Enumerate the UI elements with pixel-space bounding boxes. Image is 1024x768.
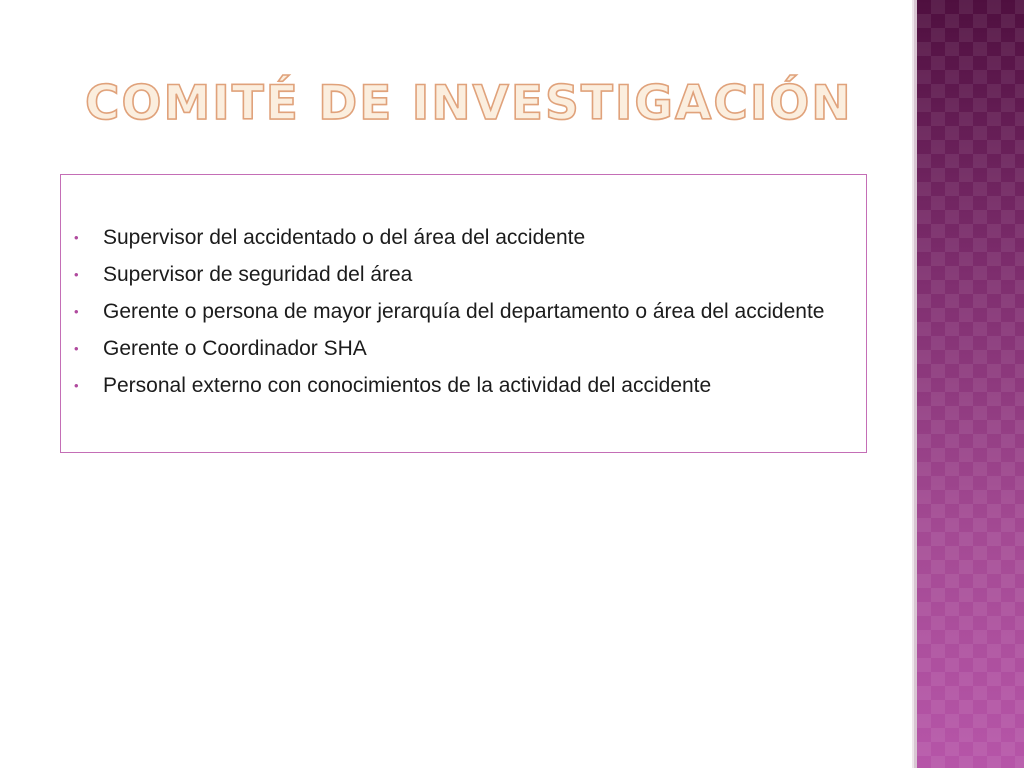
bullet-icon: • [74, 304, 79, 319]
list-item [74, 373, 846, 399]
list-item-text: Gerente o Coordinador SHA [103, 337, 367, 360]
bullet-icon: • [74, 230, 79, 245]
bullet-icon: • [74, 267, 79, 282]
slide-title: COMITÉ DE INVESTIGACIÓN [85, 76, 853, 131]
list-item [74, 336, 846, 362]
bullet-list [61, 175, 866, 399]
bullet-icon: • [74, 378, 79, 393]
list-item [74, 262, 846, 288]
list-item [74, 225, 846, 251]
list-item-text: Gerente o persona de mayor jerarquía del departamento o área del accidente [103, 300, 825, 323]
list-item-text: Supervisor del accidentado o del área del accidente [103, 226, 586, 249]
list-item-text: Supervisor de seguridad del área [103, 263, 413, 286]
bullet-icon: • [74, 341, 79, 356]
list-item [74, 299, 846, 325]
decorative-side-band [914, 0, 1024, 768]
list-item-text: Personal externo con conocimientos de la actividad del accidente [103, 374, 712, 397]
content-box [60, 174, 867, 453]
